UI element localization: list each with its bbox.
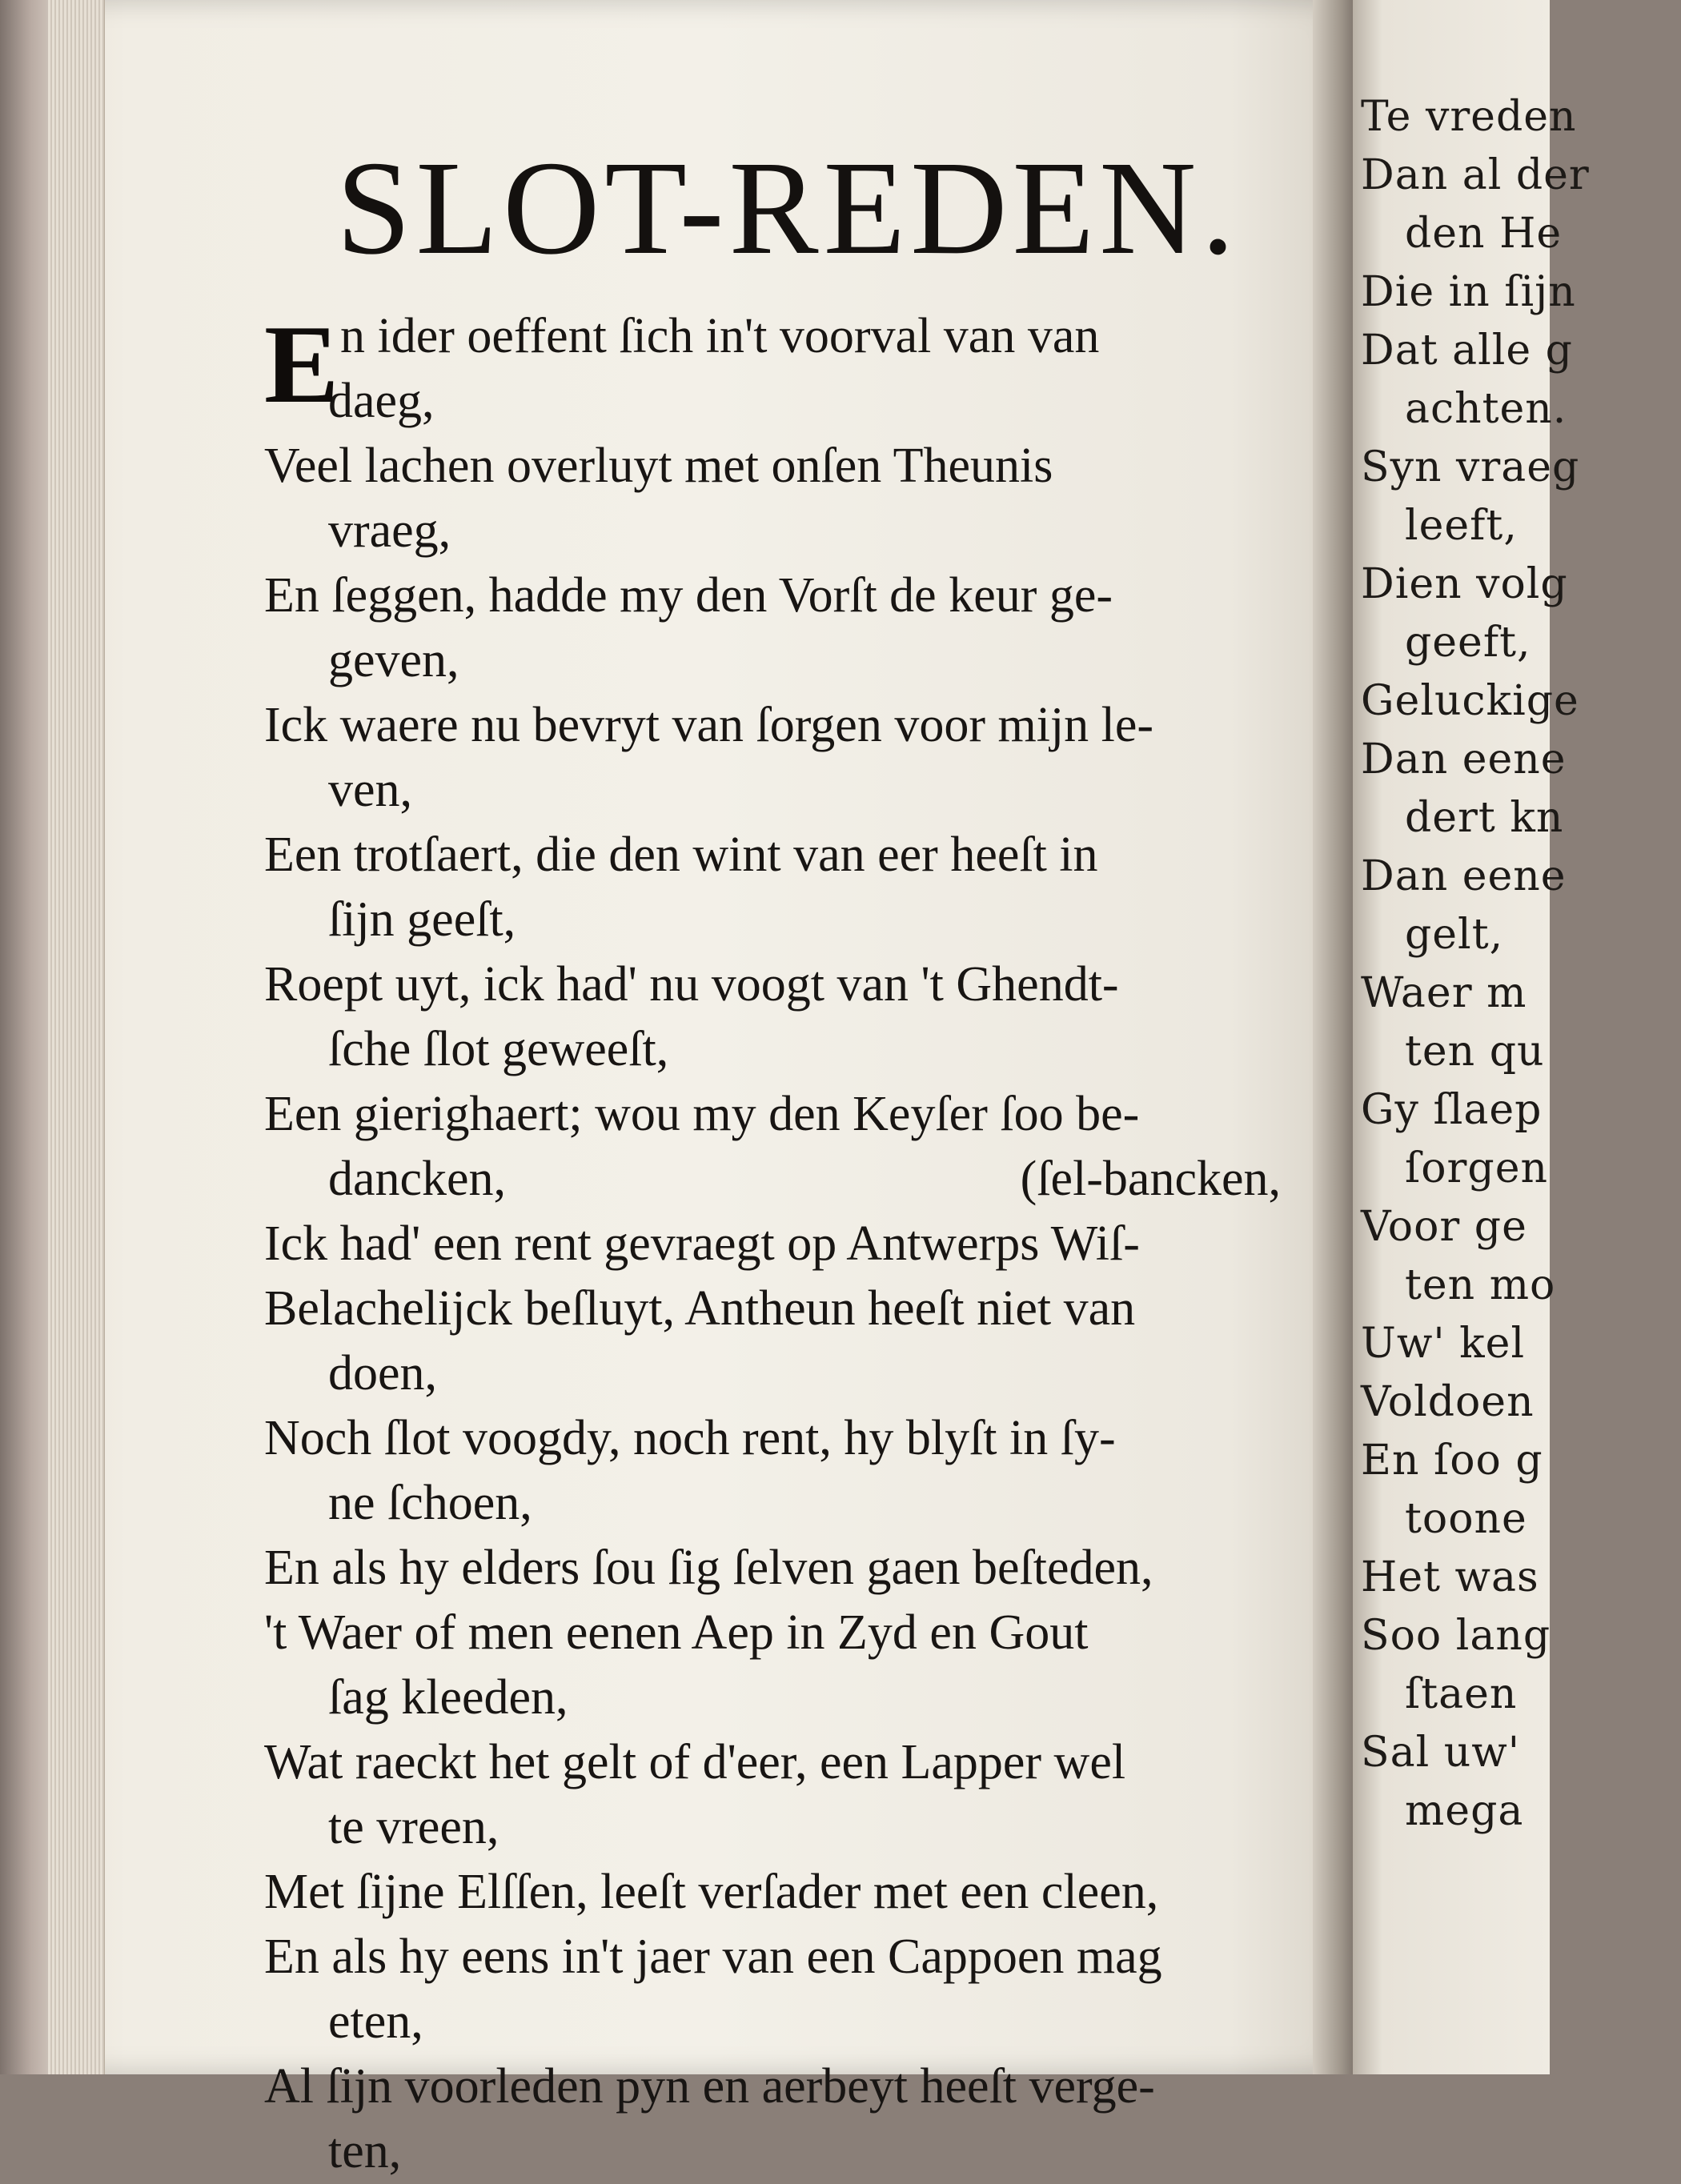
right-page-line: En ſoo g	[1361, 1437, 1543, 1485]
poem-line: Een trotſaert, die den wint van eer heeſt in	[264, 828, 1098, 882]
right-page-line: ten qu	[1405, 1028, 1545, 1076]
poem-line: Met ſijne Elſſen, leeſt verſader met een cleen,	[264, 1865, 1159, 1919]
right-page-text	[1361, 88, 1681, 1841]
right-page-line: geeft,	[1405, 619, 1531, 667]
right-page-line: Soo lang	[1361, 1612, 1551, 1660]
poem-line: Een gierighaert; wou my den Keyſer ſoo be-	[264, 1087, 1140, 1141]
right-page-line: mega	[1405, 1787, 1524, 1835]
poem-line: vraeg,	[328, 503, 451, 558]
left-page-content	[264, 96, 1305, 2184]
poem-line: ne ſchoen,	[328, 1476, 532, 1530]
poem-line	[264, 1147, 1305, 1212]
poem-line: daeg,	[328, 374, 435, 428]
poem-line: ſijn geeſt,	[328, 892, 516, 947]
poem-line-text: n ider oeffent ſich in't voorval van van	[340, 309, 1100, 363]
right-page-line: Dien volg	[1361, 560, 1568, 608]
poem-line: Ick had' een rent gevraegt op Antwerps Wiſ-	[264, 1216, 1140, 1271]
right-page-line: Dan eene	[1361, 852, 1567, 900]
poem-line: En als hy eens in't jaer van een Cappoen mag	[264, 1930, 1162, 1984]
right-page-line: den He	[1405, 210, 1563, 258]
poem-line: ven,	[328, 763, 413, 817]
poem-line: Ick waere nu bevryt van ſorgen voor mijn le-	[264, 698, 1154, 752]
right-page-line: Het was	[1361, 1553, 1539, 1601]
poem-line: Roept uyt, ick had' nu voogt van 't Ghendt-	[264, 957, 1119, 1012]
right-page-line: Dan eene	[1361, 735, 1567, 783]
poem-line: ſag kleeden,	[328, 1670, 568, 1725]
poem-line: doen,	[328, 1346, 438, 1401]
right-page-line: leeft,	[1405, 502, 1518, 550]
poem-line: Al ſijn voorleden pyn en aerbeyt heeſt verge-	[264, 2059, 1155, 2114]
poem-line: Veel lachen overluyt met onſen Theunis	[264, 439, 1053, 493]
right-page-line: Sal uw'	[1361, 1729, 1521, 1777]
poem-line: ten,	[328, 2124, 402, 2178]
poem-line: Belachelijck beſluyt, Antheun heeſt niet van	[264, 1281, 1136, 1336]
right-page-line: Die in ſijn	[1361, 268, 1576, 316]
poem-line: 't Waer of men eenen Aep in Zyd en Gout	[264, 1605, 1089, 1660]
poem-line: Wat raeckt het gelt of d'eer, een Lapper wel	[264, 1735, 1126, 1789]
poem-line: En ſeggen, hadde my den Vorſt de keur ge-	[264, 568, 1113, 623]
right-page-line: Gy ſlaep	[1361, 1086, 1543, 1134]
right-page-line: Syn vraeg	[1361, 443, 1580, 491]
poem-line: En als hy elders ſou ſig ſelven gaen beſteden,	[264, 1541, 1153, 1595]
right-page-line: ten mo	[1405, 1261, 1556, 1309]
poem-line-turnover: (ſel-bancken,	[1020, 1152, 1281, 1206]
poem-text	[264, 304, 1305, 2184]
right-page-line: ſtaen	[1405, 1670, 1518, 1718]
right-page-line: Voldoen	[1361, 1378, 1535, 1426]
poem-line: ſche ſlot geweeſt,	[328, 1022, 669, 1076]
poem-line: te vreen,	[328, 1800, 499, 1854]
right-page-line: Uw' kel	[1361, 1320, 1526, 1368]
right-page	[1353, 0, 1590, 2074]
right-page-line: gelt,	[1405, 911, 1504, 959]
right-page-line: toone	[1405, 1495, 1527, 1543]
poem-line: Noch ſlot voogdy, noch rent, hy blyſt in ſy-	[264, 1411, 1116, 1465]
page-title: SLOT-REDEN.	[336, 134, 1240, 283]
poem-line: geven,	[328, 633, 459, 687]
drop-cap: E	[264, 303, 339, 427]
right-page-line: Te vreden	[1361, 93, 1577, 141]
right-page-line: Dat alle g	[1361, 327, 1573, 375]
poem-line-text: dancken,	[328, 1152, 507, 1206]
right-page-line: dert kn	[1405, 794, 1564, 842]
right-page-line: Dan al der	[1361, 151, 1590, 199]
right-page-line: Geluckige	[1361, 677, 1579, 725]
right-page-line: achten.	[1405, 385, 1567, 433]
right-page-line: Waer m	[1361, 969, 1527, 1017]
poem-line: eten,	[328, 1994, 423, 2049]
right-page-line: ſorgen	[1405, 1144, 1548, 1192]
right-page-line: Voor ge	[1361, 1203, 1527, 1251]
page-edges	[48, 0, 105, 2074]
